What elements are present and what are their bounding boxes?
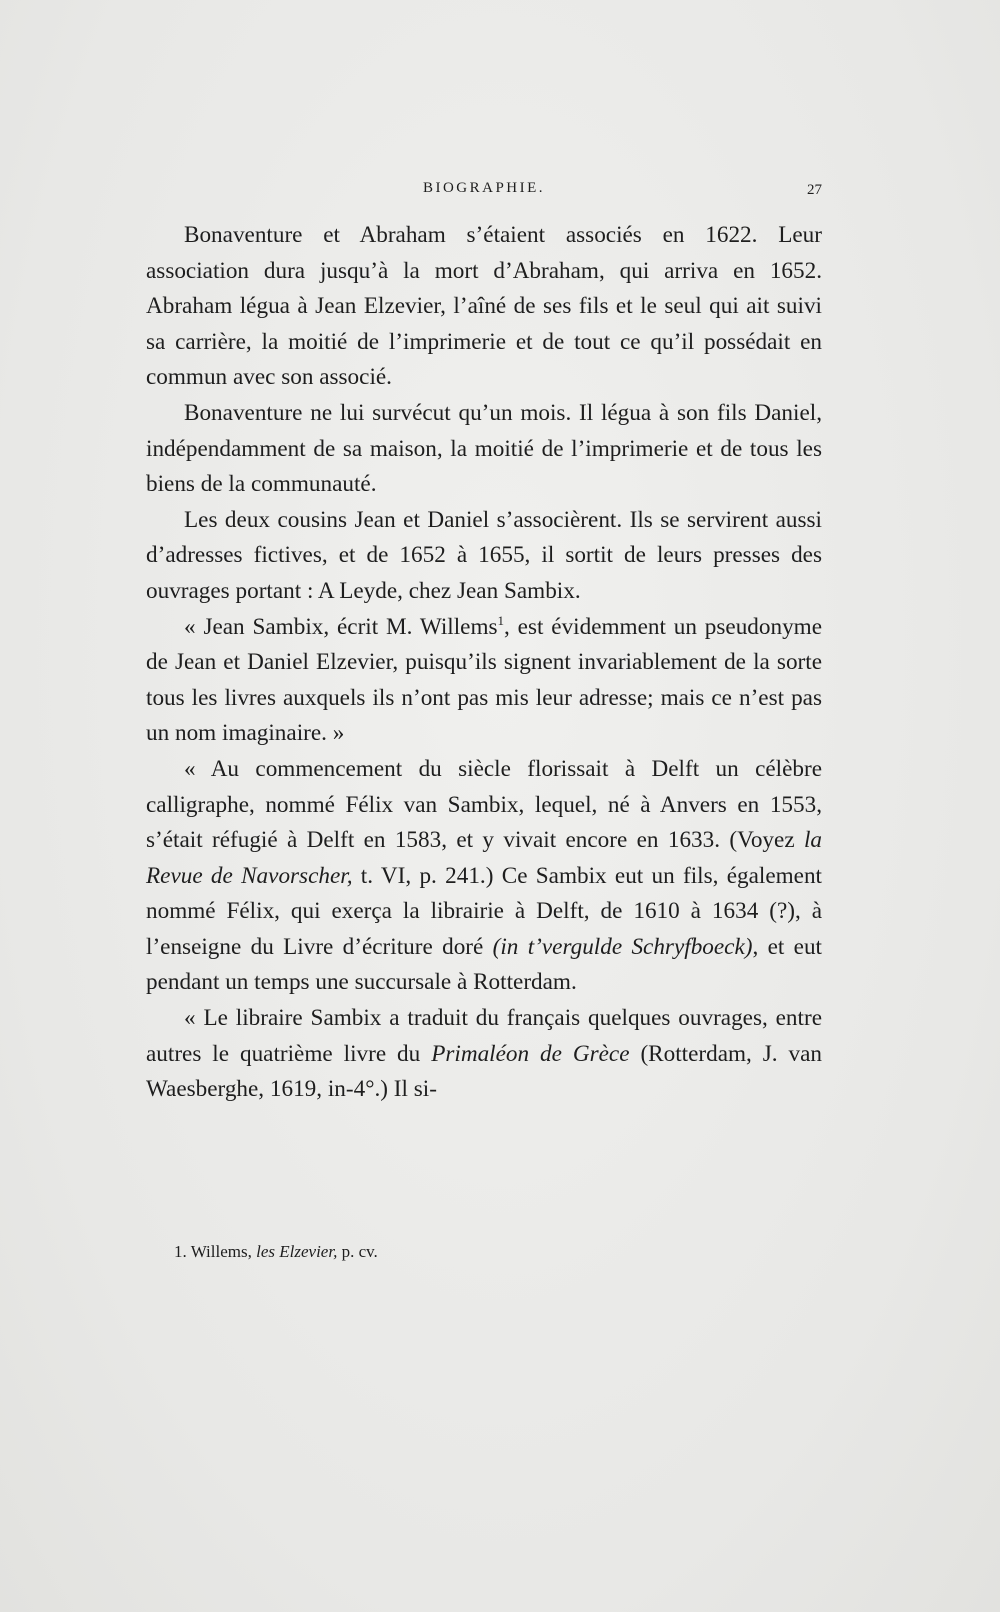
body-text xyxy=(146,218,822,1108)
footnote-italic-title: les Elzevier, xyxy=(256,1242,338,1261)
footnote xyxy=(174,1241,814,1263)
paragraph-5 xyxy=(146,752,822,1001)
running-title: BIOGRAPHIE. xyxy=(422,180,546,196)
paragraph-4-part-b: , est évidemment un pseudonyme de Jean et Daniel Elzevier, puisqu’ils signent invariablement de la sorte tous les livres auxquels ils n’ont pas mis leur adresse; mais ce n’est pas un nom imaginaire. » xyxy=(146,613,823,747)
footnote-part-a: Willems, xyxy=(186,1242,257,1261)
paragraph-2: Bonaventure ne lui survécut qu’un mois. Il légua à son fils Daniel, indépendamment de sa maison, la moitié de l’imprimerie et de tous les biens de la communauté. xyxy=(146,399,822,498)
italic-dutch-phrase: (in t’verguldе Schryfboeck) xyxy=(492,933,753,960)
italic-title-primaleon: Primaléon de Grèce xyxy=(431,1040,630,1067)
paragraph-5-part-a: « Au commencement du siècle florissait à Delft un célèbre calligraphe, nommé Félix van Sambix, lequel, né à Anvers en 1553, s’était réfugié à Delft en 1583, et y vivait encore en 1633. (Voyez xyxy=(146,755,822,854)
page-number: 27 xyxy=(807,182,822,198)
paragraph-6-part-b: (Rotterdam, J. van Waesberghe, 1619, in-4°.) Il si- xyxy=(146,1040,823,1103)
italic-title-revue: la Revue de Navorscher, xyxy=(146,827,822,889)
paragraph-6 xyxy=(146,1001,822,1108)
paragraph-5-part-c: , et eut pendant un temps une succursale à Rotterdam. xyxy=(146,933,822,996)
footnote-reference: 1 xyxy=(497,612,505,628)
paragraph-5-part-b: t. VI, p. 241.) Ce Sambix eut un fils, également nommé Félix, qui exerça la librairie à Delft, de 1610 à 1634 (?), à l’enseigne du Livre d’écriture doré xyxy=(146,862,822,960)
footnote-number: 1. xyxy=(174,1242,187,1261)
paragraph-4 xyxy=(146,610,822,752)
paragraph-6-part-a: « Le libraire Sambix a traduit du français quelques ouvrages, entre autres le quatrième livre du xyxy=(146,1005,822,1067)
running-head xyxy=(146,180,822,206)
paragraph-1: Bonaventure et Abraham s’étaient associés en 1622. Leur association dura jusqu’à la mort d’Abraham, qui arriva en 1652. Abraham légua à Jean Elzevier, l’aîné de ses fils et le seul qui ait suivi sa carrière, la moitié de l’imprimerie et de tout ce qu’il possédait en commun avec son associé. xyxy=(146,222,822,391)
paragraph-4-part-a: « Jean Sambix, écrit M. Willems xyxy=(184,613,498,640)
paragraph-3: Les deux cousins Jean et Daniel s’associèrent. Ils se servirent aussi d’adresses fictives, et de 1652 à 1655, il sortit de leurs presses des ouvrages portant : A Leyde, chez Jean Sambix. xyxy=(146,506,822,604)
footnote-part-b: p. cv. xyxy=(337,1242,378,1261)
